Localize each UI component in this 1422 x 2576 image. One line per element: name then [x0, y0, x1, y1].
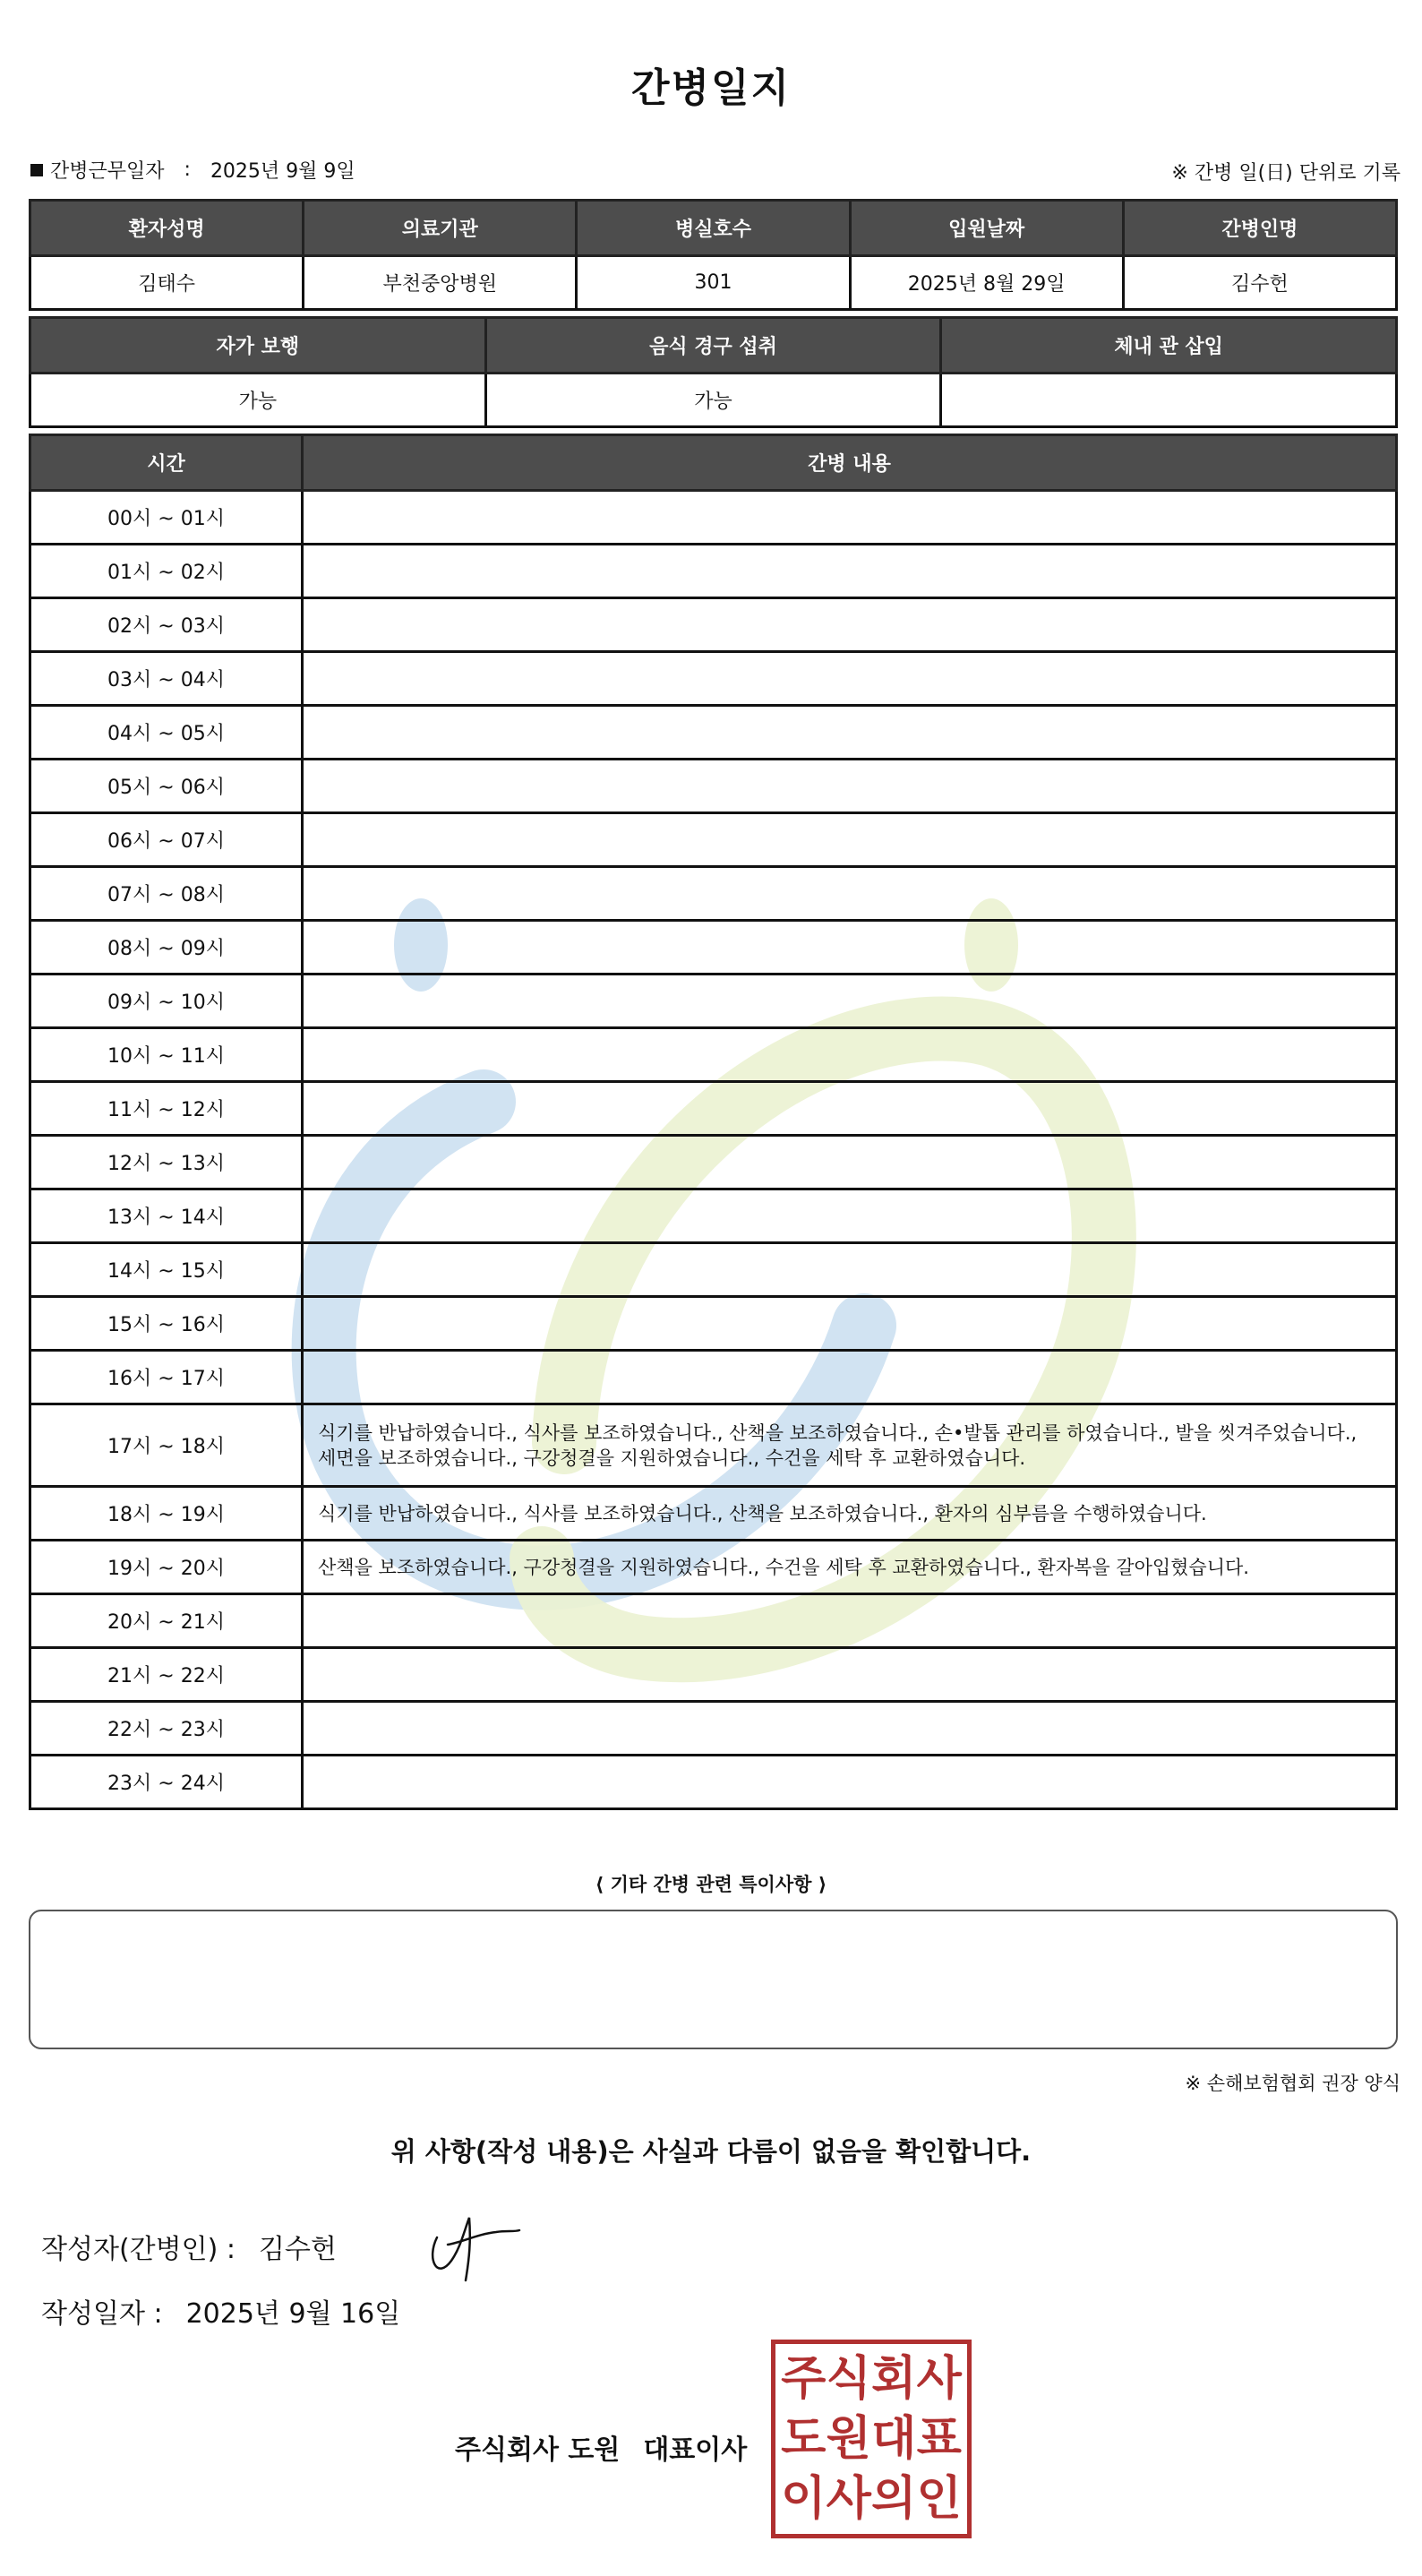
time-slot: 05시 ~ 06시 — [30, 760, 303, 813]
header-admission-date: 입원날짜 — [850, 201, 1123, 256]
signature-icon — [424, 2205, 523, 2286]
header-oral-intake: 음식 경구 섭취 — [485, 318, 941, 374]
patient-name: 김태수 — [30, 256, 304, 310]
record-unit-note: ※ 간병 일(日) 단위로 기록 — [1171, 162, 1401, 185]
table-row — [30, 1082, 1397, 1136]
care-content — [303, 1351, 1397, 1404]
care-content — [303, 598, 1397, 652]
time-slot: 18시 ~ 19시 — [30, 1487, 303, 1541]
table-row — [30, 1351, 1397, 1404]
care-content: 산책을 보조하였습니다., 구강청결을 지원하였습니다., 수건을 세탁 후 교환하였습니다., 환자복을 갈아입혔습니다. — [303, 1541, 1397, 1594]
table-row — [30, 1189, 1397, 1243]
header-time: 시간 — [30, 435, 303, 491]
representative-title: 대표이사 — [643, 2434, 748, 2466]
table-row — [30, 867, 1397, 921]
patient-info-table — [29, 199, 1398, 311]
care-content — [303, 545, 1397, 598]
company-signature — [455, 2427, 747, 2467]
time-slot: 00시 ~ 01시 — [30, 491, 303, 545]
time-slot: 16시 ~ 17시 — [30, 1351, 303, 1404]
work-date-value: 2025년 9월 9일 — [210, 160, 356, 183]
header-self-walking: 자가 보행 — [30, 318, 486, 374]
seal-character: 사 — [916, 2352, 962, 2407]
table-row — [30, 921, 1397, 975]
care-content — [303, 1189, 1397, 1243]
table-row — [30, 1702, 1397, 1756]
care-content — [303, 975, 1397, 1028]
time-slot: 23시 ~ 24시 — [30, 1756, 303, 1809]
time-slot: 01시 ~ 02시 — [30, 545, 303, 598]
care-content — [303, 1082, 1397, 1136]
seal-character: 사 — [826, 2471, 871, 2526]
recommended-form-note: ※ 손해보험협회 권장 양식 — [1185, 2073, 1401, 2094]
seal-character: 도 — [781, 2411, 827, 2466]
seal-character: 인 — [916, 2471, 962, 2526]
care-content — [303, 1028, 1397, 1082]
seal-character: 이 — [781, 2471, 827, 2526]
time-slot: 14시 ~ 15시 — [30, 1243, 303, 1297]
care-content — [303, 1756, 1397, 1809]
care-content — [303, 1136, 1397, 1189]
room-number: 301 — [577, 256, 850, 310]
table-row — [30, 1297, 1397, 1351]
time-slot: 10시 ~ 11시 — [30, 1028, 303, 1082]
table-row — [30, 1404, 1397, 1487]
tube-insertion — [941, 374, 1397, 427]
table-row — [30, 1028, 1397, 1082]
time-slot: 15시 ~ 16시 — [30, 1297, 303, 1351]
time-slot: 12시 ~ 13시 — [30, 1136, 303, 1189]
table-row — [30, 1243, 1397, 1297]
work-date-separator: : — [184, 159, 191, 181]
self-walking: 가능 — [30, 374, 486, 427]
time-slot: 03시 ~ 04시 — [30, 652, 303, 706]
time-slot: 04시 ~ 05시 — [30, 706, 303, 760]
work-date-label: 간병근무일자 — [50, 160, 165, 183]
care-content — [303, 1702, 1397, 1756]
time-slot: 07시 ~ 08시 — [30, 867, 303, 921]
time-slot: 06시 ~ 07시 — [30, 813, 303, 867]
notes-title: ⟨ 기타 간병 관련 특이사항 ⟩ — [595, 1874, 827, 1895]
care-content: 식기를 반납하였습니다., 식사를 보조하였습니다., 산책을 보조하였습니다., 환자의 심부름을 수행하였습니다. — [303, 1487, 1397, 1541]
table-row — [30, 545, 1397, 598]
patient-status-table — [29, 316, 1398, 428]
care-content — [303, 491, 1397, 545]
header-room-number: 병실호수 — [577, 201, 850, 256]
table-row — [30, 1487, 1397, 1541]
care-content — [303, 1594, 1397, 1648]
care-log-table — [29, 434, 1398, 1810]
care-content — [303, 652, 1397, 706]
writer-name: 김수헌 — [258, 2234, 337, 2265]
time-slot: 17시 ~ 18시 — [30, 1404, 303, 1487]
page-title: 간병일지 — [630, 65, 791, 111]
care-content — [303, 921, 1397, 975]
written-date-line — [41, 2291, 400, 2331]
care-content — [303, 1648, 1397, 1702]
admission-date: 2025년 8월 29일 — [850, 256, 1123, 310]
table-row — [30, 975, 1397, 1028]
table-row — [30, 1541, 1397, 1594]
table-row — [30, 1136, 1397, 1189]
bullet-square-icon — [30, 164, 43, 176]
seal-character: 의 — [871, 2471, 917, 2526]
care-content: 식기를 반납하였습니다., 식사를 보조하였습니다., 산책을 보조하였습니다., 손•발톱 관리를 하였습니다., 발을 씻겨주었습니다., 세면을 보조하였습니다., 구강청결을 지원하였습니다., 수건을 세탁 후 교환하였습니다. — [303, 1404, 1397, 1487]
table-row — [30, 760, 1397, 813]
time-slot: 20시 ~ 21시 — [30, 1594, 303, 1648]
seal-character: 회 — [871, 2352, 917, 2407]
seal-character: 원 — [826, 2411, 871, 2466]
time-slot: 19시 ~ 20시 — [30, 1541, 303, 1594]
oral-intake: 가능 — [485, 374, 941, 427]
confirmation-statement: 위 사항(작성 내용)은 사실과 다름이 없음을 확인합니다. — [390, 2136, 1032, 2167]
writer-label: 작성자(간병인) : — [41, 2234, 236, 2265]
writer-line — [41, 2227, 337, 2266]
header-hospital: 의료기관 — [304, 201, 577, 256]
table-row — [30, 491, 1397, 545]
care-content — [303, 1243, 1397, 1297]
time-slot: 11시 ~ 12시 — [30, 1082, 303, 1136]
table-row — [30, 706, 1397, 760]
header-tube-insertion: 체내 관 삽입 — [941, 318, 1397, 374]
care-content — [303, 760, 1397, 813]
company-seal — [771, 2340, 972, 2538]
seal-character: 대 — [871, 2411, 917, 2466]
care-content — [303, 813, 1397, 867]
care-content — [303, 706, 1397, 760]
table-row — [30, 598, 1397, 652]
header-patient-name: 환자성명 — [30, 201, 304, 256]
table-row — [30, 813, 1397, 867]
header-caregiver-name: 간병인명 — [1123, 201, 1396, 256]
care-content — [303, 867, 1397, 921]
time-slot: 09시 ~ 10시 — [30, 975, 303, 1028]
time-slot: 08시 ~ 09시 — [30, 921, 303, 975]
seal-character: 식 — [826, 2352, 871, 2407]
table-row — [30, 1756, 1397, 1809]
written-date-label: 작성일자 : — [41, 2298, 163, 2330]
hospital: 부천중앙병원 — [304, 256, 577, 310]
time-slot: 21시 ~ 22시 — [30, 1648, 303, 1702]
written-date-value: 2025년 9월 16일 — [185, 2298, 401, 2330]
caregiver-name: 김수헌 — [1123, 256, 1396, 310]
care-content — [303, 1297, 1397, 1351]
time-slot: 02시 ~ 03시 — [30, 598, 303, 652]
company-name: 주식회사 도원 — [455, 2434, 621, 2466]
notes-box — [29, 1910, 1398, 2049]
time-slot: 22시 ~ 23시 — [30, 1702, 303, 1756]
table-row — [30, 1648, 1397, 1702]
table-row — [30, 1594, 1397, 1648]
header-care-content: 간병 내용 — [303, 435, 1397, 491]
seal-character: 표 — [916, 2411, 962, 2466]
work-date — [30, 156, 356, 184]
table-row — [30, 652, 1397, 706]
time-slot: 13시 ~ 14시 — [30, 1189, 303, 1243]
seal-character: 주 — [781, 2352, 827, 2407]
